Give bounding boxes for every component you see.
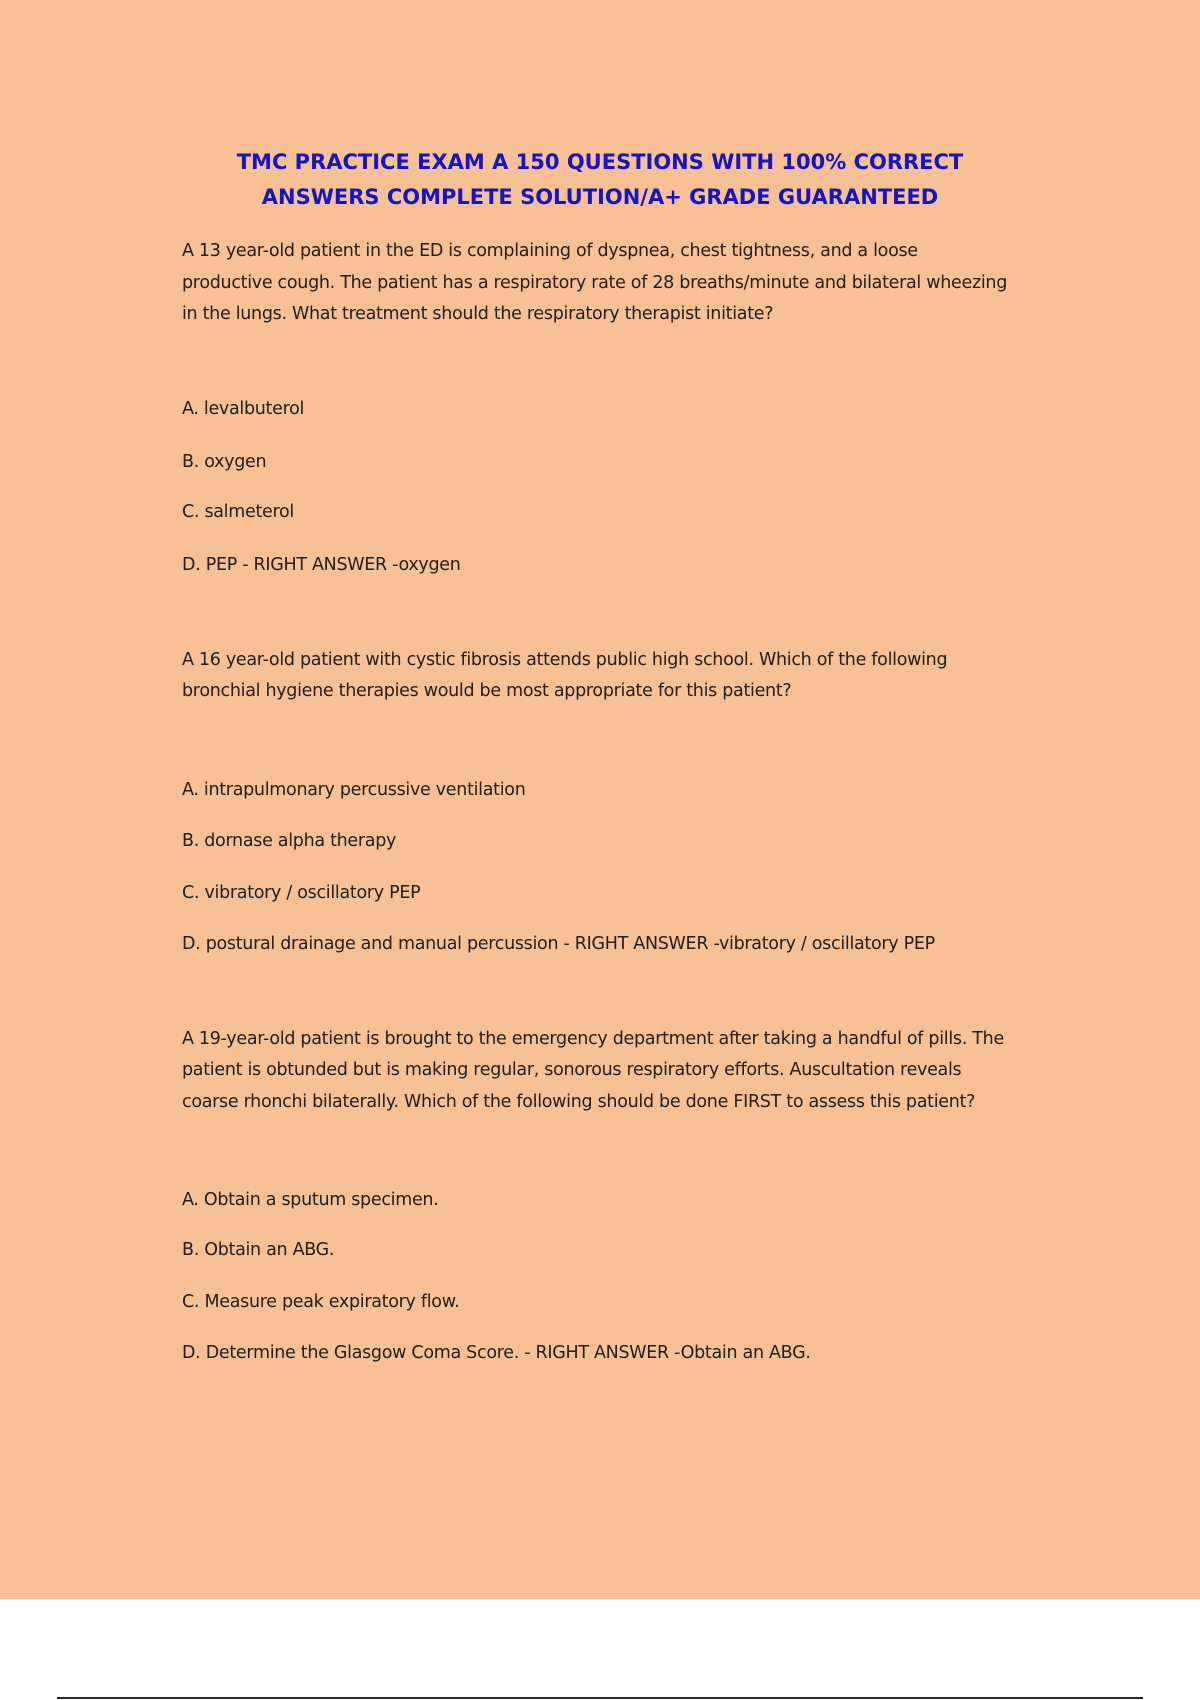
question-2-option-a: A. intrapulmonary percussive ventilation	[182, 779, 526, 800]
question-1-option-d: D. PEP - RIGHT ANSWER -oxygen	[182, 554, 461, 575]
question-2-stem	[182, 645, 1062, 708]
question-1-option-c: C. salmeterol	[182, 501, 294, 522]
question-3-stem-line: patient is obtunded but is making regular, sonorous respiratory efforts. Auscultation reveals	[182, 1060, 962, 1080]
question-3-option-c: C. Measure peak expiratory flow.	[182, 1292, 460, 1312]
question-3-option-a: A. Obtain a sputum specimen.	[182, 1190, 439, 1210]
question-2	[182, 645, 1062, 957]
question-2-stem-line: bronchial hygiene therapies would be most appropriate for this patient?	[182, 681, 792, 701]
question-3-options	[182, 1188, 1062, 1366]
document-title	[150, 145, 1050, 215]
question-list	[182, 236, 1062, 1366]
title-line-1: TMC PRACTICE EXAM A 150 QUESTIONS WITH 100% CORRECT	[236, 150, 964, 174]
question-1-stem-line: productive cough. The patient has a respiratory rate of 28 breaths/minute and bilateral wheezing	[182, 272, 1008, 293]
question-1-stem-line: A 13 year-old patient in the ED is complaining of dyspnea, chest tightness, and a loose	[182, 241, 918, 261]
question-1-option-a: A. levalbuterol	[182, 398, 305, 419]
question-1-options	[182, 397, 1062, 578]
page-divider	[57, 1697, 1143, 1699]
title-line-2: ANSWERS COMPLETE SOLUTION/A+ GRADE GUARANTEED	[261, 185, 939, 209]
question-3-option-d: D. Determine the Glasgow Coma Score. - RIGHT ANSWER -Obtain an ABG.	[182, 1343, 811, 1363]
question-3-stem-line: A 19-year-old patient is brought to the emergency department after taking a handful of pills. The	[182, 1028, 1004, 1049]
question-2-option-d: D. postural drainage and manual percussion - RIGHT ANSWER -vibratory / oscillatory PEP	[182, 933, 935, 954]
question-2-options	[182, 778, 1062, 957]
question-1-stem-line: in the lungs. What treatment should the respiratory therapist initiate?	[182, 304, 774, 324]
question-2-option-b: B. dornase alpha therapy	[182, 830, 397, 851]
question-3-option-b: B. Obtain an ABG.	[182, 1240, 335, 1260]
question-1-stem	[182, 236, 1062, 331]
question-2-option-c: C. vibratory / oscillatory PEP	[182, 882, 421, 903]
question-3-stem	[182, 1024, 1062, 1119]
question-1	[182, 236, 1062, 578]
question-2-stem-line: A 16 year-old patient with cystic fibrosis attends public high school. Which of the following	[182, 649, 948, 670]
question-3	[182, 1024, 1062, 1367]
question-1-option-b: B. oxygen	[182, 451, 267, 472]
question-3-stem-line: coarse rhonchi bilaterally. Which of the following should be done FIRST to assess this patient?	[182, 1091, 976, 1112]
